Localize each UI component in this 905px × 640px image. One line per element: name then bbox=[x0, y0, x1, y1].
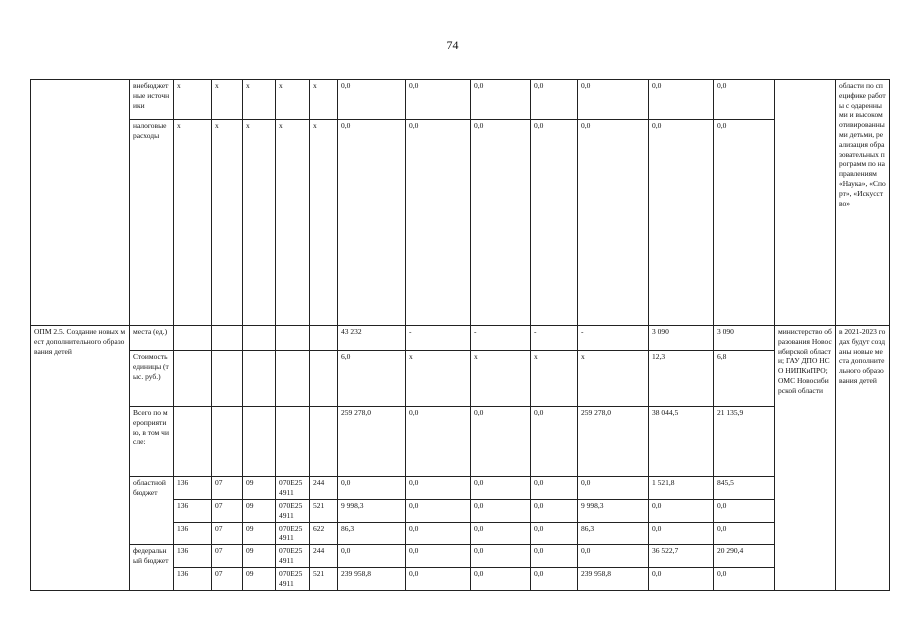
value-cell: 259 278,0 bbox=[578, 407, 649, 477]
code-cell: 136 bbox=[174, 500, 212, 523]
value-cell: 86,3 bbox=[578, 522, 649, 545]
value-cell: 0,0 bbox=[531, 120, 578, 326]
value-cell: 0,0 bbox=[714, 80, 775, 120]
code-cell: 244 bbox=[310, 545, 338, 568]
value-cell: 0,0 bbox=[471, 80, 531, 120]
value-cell: 9 998,3 bbox=[578, 500, 649, 523]
value-cell: 0,0 bbox=[406, 568, 471, 591]
value-cell: 0,0 bbox=[471, 500, 531, 523]
value-cell: 0,0 bbox=[578, 545, 649, 568]
code-cell bbox=[243, 407, 276, 477]
code-cell bbox=[310, 407, 338, 477]
code-cell bbox=[243, 351, 276, 407]
value-cell: 0,0 bbox=[406, 407, 471, 477]
value-cell: 0,0 bbox=[406, 80, 471, 120]
empty-executor-cell bbox=[775, 80, 836, 326]
code-cell bbox=[243, 326, 276, 351]
code-cell bbox=[212, 351, 243, 407]
code-cell: 136 bbox=[174, 522, 212, 545]
value-cell: 845,5 bbox=[714, 477, 775, 500]
value-cell: 0,0 bbox=[406, 477, 471, 500]
code-cell: х bbox=[243, 120, 276, 326]
row-label: федеральный бюджет bbox=[130, 545, 174, 591]
code-cell: 07 bbox=[212, 477, 243, 500]
code-cell: х bbox=[310, 80, 338, 120]
value-cell: 0,0 bbox=[406, 545, 471, 568]
value-cell: 0,0 bbox=[471, 407, 531, 477]
value-cell: 0,0 bbox=[578, 477, 649, 500]
value-cell: 0,0 bbox=[649, 568, 714, 591]
code-cell: 07 bbox=[212, 500, 243, 523]
budget-table bbox=[30, 79, 890, 591]
table-row bbox=[31, 545, 890, 568]
code-cell: 521 bbox=[310, 568, 338, 591]
code-cell: 09 bbox=[243, 568, 276, 591]
value-cell: 0,0 bbox=[471, 545, 531, 568]
value-cell: 0,0 bbox=[714, 120, 775, 326]
value-cell: 6,0 bbox=[338, 351, 406, 407]
code-cell: х bbox=[212, 120, 243, 326]
code-cell: х bbox=[174, 120, 212, 326]
value-cell: 12,3 bbox=[649, 351, 714, 407]
value-cell: 0,0 bbox=[714, 568, 775, 591]
code-cell: 244 bbox=[310, 477, 338, 500]
value-cell: 0,0 bbox=[649, 80, 714, 120]
code-cell: х bbox=[174, 80, 212, 120]
table-row-tax bbox=[31, 120, 890, 326]
value-cell: 0,0 bbox=[649, 120, 714, 326]
code-cell: 070Е254911 bbox=[276, 545, 310, 568]
value-cell: 38 044,5 bbox=[649, 407, 714, 477]
code-cell: 070Е254911 bbox=[276, 522, 310, 545]
value-cell: 9 998,3 bbox=[338, 500, 406, 523]
value-cell: 259 278,0 bbox=[338, 407, 406, 477]
code-cell: 136 bbox=[174, 568, 212, 591]
code-cell: х bbox=[276, 80, 310, 120]
value-cell: х bbox=[406, 351, 471, 407]
empty-name-cell bbox=[31, 80, 130, 326]
code-cell: 09 bbox=[243, 522, 276, 545]
code-cell: х bbox=[212, 80, 243, 120]
code-cell: 136 bbox=[174, 545, 212, 568]
value-cell: 36 522,7 bbox=[649, 545, 714, 568]
value-cell: 0,0 bbox=[649, 522, 714, 545]
value-cell: - bbox=[578, 326, 649, 351]
result-cell: в 2021-2023 годах будут созданы новые места дополнительного образования детей bbox=[836, 326, 890, 591]
value-cell: 0,0 bbox=[531, 477, 578, 500]
value-cell: 20 290,4 bbox=[714, 545, 775, 568]
value-cell: х bbox=[531, 351, 578, 407]
value-cell: 3 090 bbox=[714, 326, 775, 351]
code-cell: 07 bbox=[212, 522, 243, 545]
value-cell: 0,0 bbox=[406, 120, 471, 326]
result-cell: области по специфике работы с одаренными и высокомотивированными детьми, реализация образовательных программ по направлениям «Наука», «Спорт», «Искусство» bbox=[836, 80, 890, 326]
page-number: 74 bbox=[446, 38, 459, 52]
code-cell bbox=[174, 326, 212, 351]
value-cell: 0,0 bbox=[338, 120, 406, 326]
code-cell bbox=[212, 326, 243, 351]
value-cell: 6,8 bbox=[714, 351, 775, 407]
value-cell: 43 232 bbox=[338, 326, 406, 351]
value-cell: 86,3 bbox=[338, 522, 406, 545]
table-row-total bbox=[31, 407, 890, 477]
table-row-offbudget bbox=[31, 80, 890, 120]
value-cell: 0,0 bbox=[714, 522, 775, 545]
value-cell: 0,0 bbox=[531, 522, 578, 545]
table-row bbox=[31, 477, 890, 500]
code-cell bbox=[310, 351, 338, 407]
value-cell: 0,0 bbox=[338, 477, 406, 500]
row-label: Стоимость единицы (тыс. руб.) bbox=[130, 351, 174, 407]
code-cell: 622 bbox=[310, 522, 338, 545]
code-cell: 070Е254911 bbox=[276, 500, 310, 523]
value-cell: х bbox=[578, 351, 649, 407]
value-cell: 0,0 bbox=[471, 120, 531, 326]
value-cell: 0,0 bbox=[531, 500, 578, 523]
value-cell: 3 090 bbox=[649, 326, 714, 351]
code-cell bbox=[310, 326, 338, 351]
value-cell: 1 521,8 bbox=[649, 477, 714, 500]
code-cell: х bbox=[276, 120, 310, 326]
code-cell: 07 bbox=[212, 568, 243, 591]
value-cell: 0,0 bbox=[649, 500, 714, 523]
code-cell: 070Е254911 bbox=[276, 477, 310, 500]
row-label: места (ед.) bbox=[130, 326, 174, 351]
code-cell: х bbox=[243, 80, 276, 120]
value-cell: 0,0 bbox=[531, 80, 578, 120]
code-cell bbox=[276, 326, 310, 351]
code-cell: 07 bbox=[212, 545, 243, 568]
row-label: Всего по мероприятию, в том числе: bbox=[130, 407, 174, 477]
value-cell: 0,0 bbox=[471, 477, 531, 500]
value-cell: 0,0 bbox=[338, 545, 406, 568]
value-cell: 0,0 bbox=[471, 568, 531, 591]
value-cell: 0,0 bbox=[531, 545, 578, 568]
value-cell: 0,0 bbox=[406, 500, 471, 523]
table-row-unit-cost bbox=[31, 351, 890, 407]
code-cell: х bbox=[310, 120, 338, 326]
code-cell: 09 bbox=[243, 545, 276, 568]
code-cell bbox=[212, 407, 243, 477]
value-cell: - bbox=[406, 326, 471, 351]
executor-cell: министерство образования Новосибирской области; ГАУ ДПО НСО НИПКиПРО; ОМС Новосибирской области bbox=[775, 326, 836, 591]
value-cell: х bbox=[471, 351, 531, 407]
table-row-places bbox=[31, 326, 890, 351]
code-cell: 070Е254911 bbox=[276, 568, 310, 591]
value-cell: 0,0 bbox=[578, 120, 649, 326]
value-cell: - bbox=[531, 326, 578, 351]
code-cell: 136 bbox=[174, 477, 212, 500]
value-cell: 239 958,8 bbox=[338, 568, 406, 591]
code-cell: 09 bbox=[243, 500, 276, 523]
value-cell: 21 135,9 bbox=[714, 407, 775, 477]
code-cell bbox=[276, 407, 310, 477]
code-cell bbox=[174, 351, 212, 407]
code-cell bbox=[276, 351, 310, 407]
value-cell: 0,0 bbox=[714, 500, 775, 523]
value-cell: 0,0 bbox=[531, 568, 578, 591]
row-label: областной бюджет bbox=[130, 477, 174, 545]
code-cell: 521 bbox=[310, 500, 338, 523]
measure-name-cell: ОПМ 2.5. Создание новых мест дополнительного образования детей bbox=[31, 326, 130, 591]
value-cell: 239 958,8 bbox=[578, 568, 649, 591]
value-cell: 0,0 bbox=[578, 80, 649, 120]
value-cell: 0,0 bbox=[338, 80, 406, 120]
value-cell: - bbox=[471, 326, 531, 351]
value-cell: 0,0 bbox=[406, 522, 471, 545]
row-label: внебюджетные источники bbox=[130, 80, 174, 120]
value-cell: 0,0 bbox=[471, 522, 531, 545]
code-cell bbox=[174, 407, 212, 477]
code-cell: 09 bbox=[243, 477, 276, 500]
row-label: налоговые расходы bbox=[130, 120, 174, 326]
value-cell: 0,0 bbox=[531, 407, 578, 477]
